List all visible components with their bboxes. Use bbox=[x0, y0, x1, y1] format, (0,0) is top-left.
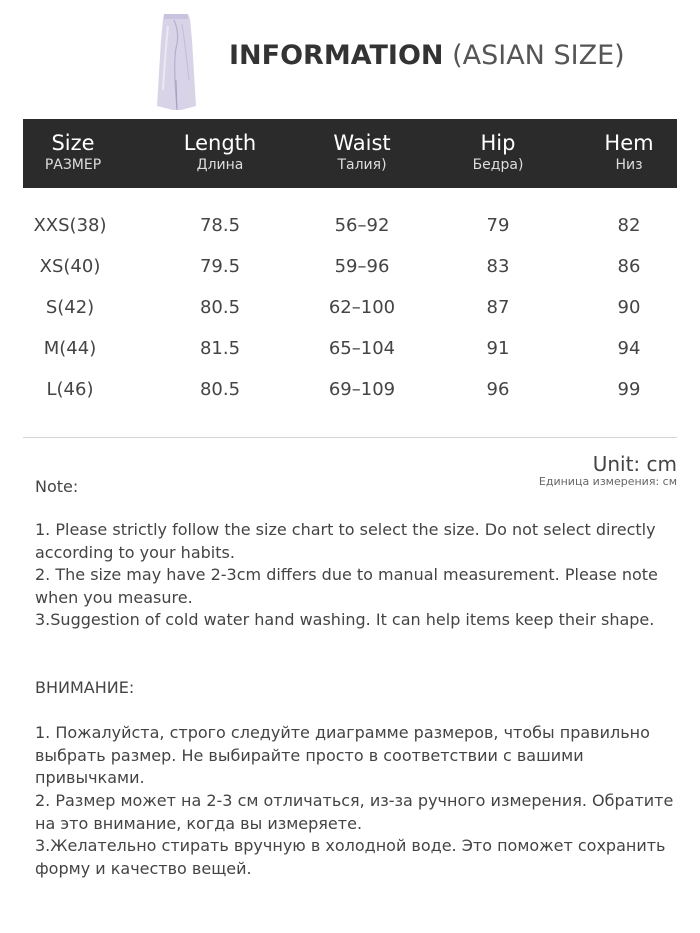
note-item: 1. Please strictly follow the size chart to select the size. Do not select directly according to your habits. bbox=[35, 520, 656, 562]
col-header-length bbox=[160, 119, 280, 173]
col-waist-ru: Талия) bbox=[337, 157, 387, 173]
cell-length: 80.5 bbox=[199, 379, 241, 400]
unit-label-ru: Единица измерения: см bbox=[538, 475, 677, 488]
size-table-header bbox=[23, 119, 677, 188]
cell-waist: 69–109 bbox=[328, 379, 396, 400]
cell-size: S(42) bbox=[45, 297, 95, 318]
note-item-ru: 3.Желательно стирать вручную в холодной воде. Это поможет сохранить форму и качество вещей. bbox=[35, 836, 666, 878]
table-row bbox=[0, 338, 700, 368]
cell-hip: 91 bbox=[486, 338, 510, 359]
cell-hem: 86 bbox=[617, 256, 641, 277]
page-title bbox=[229, 40, 625, 71]
cell-length: 81.5 bbox=[199, 338, 241, 359]
cell-waist: 59–96 bbox=[334, 256, 390, 277]
table-divider bbox=[23, 437, 677, 438]
cell-length: 79.5 bbox=[199, 256, 241, 277]
cell-hem: 99 bbox=[617, 379, 641, 400]
cell-length: 78.5 bbox=[199, 215, 241, 236]
cell-size: L(46) bbox=[46, 379, 94, 400]
table-row bbox=[0, 297, 700, 327]
note-item: 3.Suggestion of cold water hand washing. It can help items keep their shape. bbox=[35, 610, 655, 629]
product-skirt-image bbox=[152, 10, 202, 112]
col-header-waist bbox=[302, 119, 422, 173]
cell-length: 80.5 bbox=[199, 297, 241, 318]
cell-hip: 83 bbox=[486, 256, 510, 277]
cell-hip: 96 bbox=[486, 379, 510, 400]
note-title: Note: bbox=[35, 477, 79, 496]
table-row bbox=[0, 215, 700, 245]
col-size-en: Size bbox=[51, 131, 95, 155]
cell-waist: 56–92 bbox=[334, 215, 390, 236]
col-length-en: Length bbox=[183, 131, 257, 155]
col-hip-en: Hip bbox=[480, 131, 516, 155]
col-length-ru: Длина bbox=[196, 157, 244, 173]
col-header-size bbox=[13, 119, 133, 173]
col-hem-en: Hem bbox=[604, 131, 654, 155]
cell-waist: 65–104 bbox=[328, 338, 396, 359]
cell-hem: 94 bbox=[617, 338, 641, 359]
table-row bbox=[0, 379, 700, 409]
title-information: INFORMATION bbox=[229, 40, 444, 71]
cell-size: M(44) bbox=[43, 338, 97, 359]
note-item-ru: 2. Размер может на 2-3 см отличаться, из-за ручного измерения. Обратите на это внимание, когда вы измеряете. bbox=[35, 791, 674, 833]
col-size-ru: РАЗМЕР bbox=[44, 157, 102, 173]
cell-hip: 87 bbox=[486, 297, 510, 318]
col-header-hip bbox=[438, 119, 558, 173]
cell-hem: 90 bbox=[617, 297, 641, 318]
col-header-hem bbox=[569, 119, 689, 173]
cell-waist: 62–100 bbox=[328, 297, 396, 318]
table-row bbox=[0, 256, 700, 286]
title-asian-size: (ASIAN SIZE) bbox=[452, 40, 625, 71]
cell-size: XXS(38) bbox=[33, 215, 107, 236]
cell-hem: 82 bbox=[617, 215, 641, 236]
col-hem-ru: Низ bbox=[615, 157, 643, 173]
note-item-ru: 1. Пожалуйста, строго следуйте диаграмме размеров, чтобы правильно выбрать размер. Не выбирайте просто в соответствии с вашими привычками. bbox=[35, 723, 650, 787]
note-title-ru: ВНИМАНИЕ: bbox=[35, 678, 135, 697]
cell-size: XS(40) bbox=[39, 256, 101, 277]
cell-hip: 79 bbox=[486, 215, 510, 236]
col-waist-en: Waist bbox=[333, 131, 391, 155]
unit-label: Unit: cm bbox=[592, 452, 677, 476]
note-item: 2. The size may have 2-3cm differs due to manual measurement. Please note when you measure. bbox=[35, 565, 658, 607]
col-hip-ru: Бедра) bbox=[472, 157, 524, 173]
